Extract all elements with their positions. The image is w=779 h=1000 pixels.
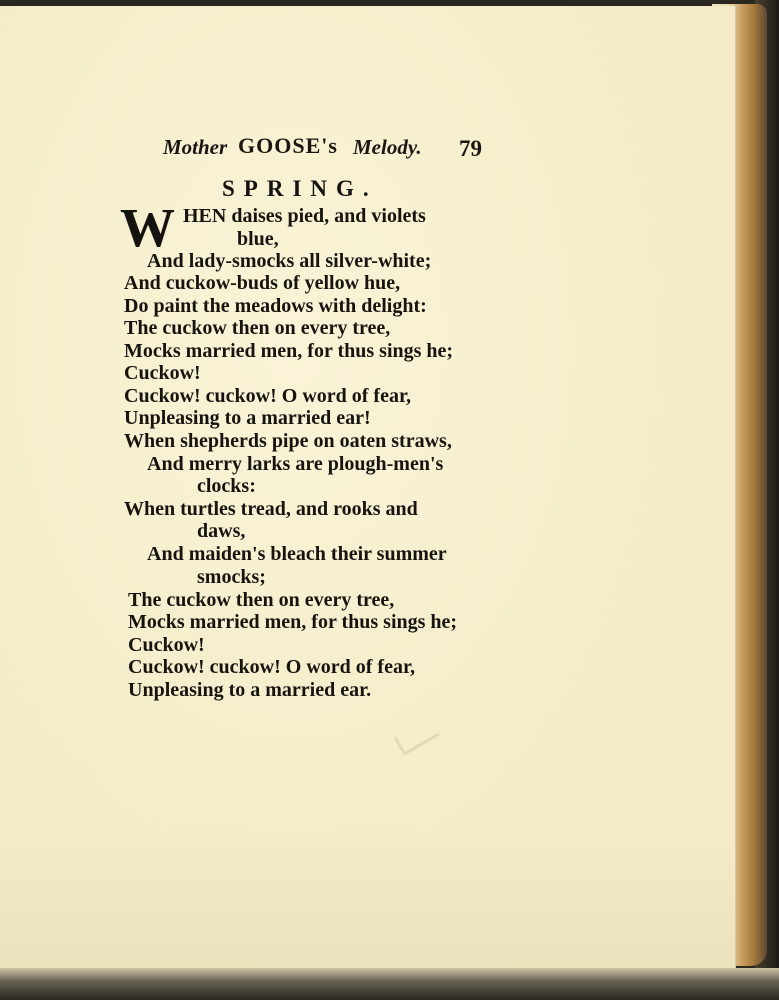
page-number: 79 [459,136,482,161]
scan-bottom-strip [0,968,779,1000]
running-head-melody: Melody. [353,135,422,159]
poem-line: When shepherds pipe on oaten straws, [124,430,452,452]
poem-line: blue, [237,228,279,250]
running-head-mother: Mother [163,135,228,159]
poem-line: Cuckow! [124,362,201,384]
running-head-goose: GOOSE's [238,133,338,158]
poem-line: And cuckow-buds of yellow hue, [124,272,401,294]
poem-title: SPRING. [222,176,378,201]
poem-line: Unpleasing to a married ear. [128,679,372,701]
poem-line: clocks: [197,475,256,497]
poem-line: When turtles tread, and rooks and [124,498,418,520]
poem-line: daws, [197,520,246,542]
poem-line: Mocks married men, for thus sings he; [128,611,458,633]
running-head [163,133,493,165]
poem-line: Cuckow! [128,634,205,656]
poem-line: Unpleasing to a married ear! [124,407,371,429]
poem-line: smocks; [197,566,266,588]
poem-line: HEN daises pied, and violets [183,205,426,227]
drop-cap: W [120,197,175,258]
poem-line: The cuckow then on every tree, [124,317,391,339]
poem-line: And lady-smocks all silver-white; [147,250,432,272]
poem-line: The cuckow then on every tree, [128,589,395,611]
poem-line: And maiden's bleach their summer [147,543,447,565]
poem-line: And merry larks are plough-men's [147,453,444,475]
poem-line: Do paint the meadows with delight: [124,295,427,317]
poem-line: Mocks married men, for thus sings he; [124,340,454,362]
poem-line: Cuckow! cuckow! O word of fear, [124,385,412,407]
poem-line: Cuckow! cuckow! O word of fear, [128,656,416,678]
